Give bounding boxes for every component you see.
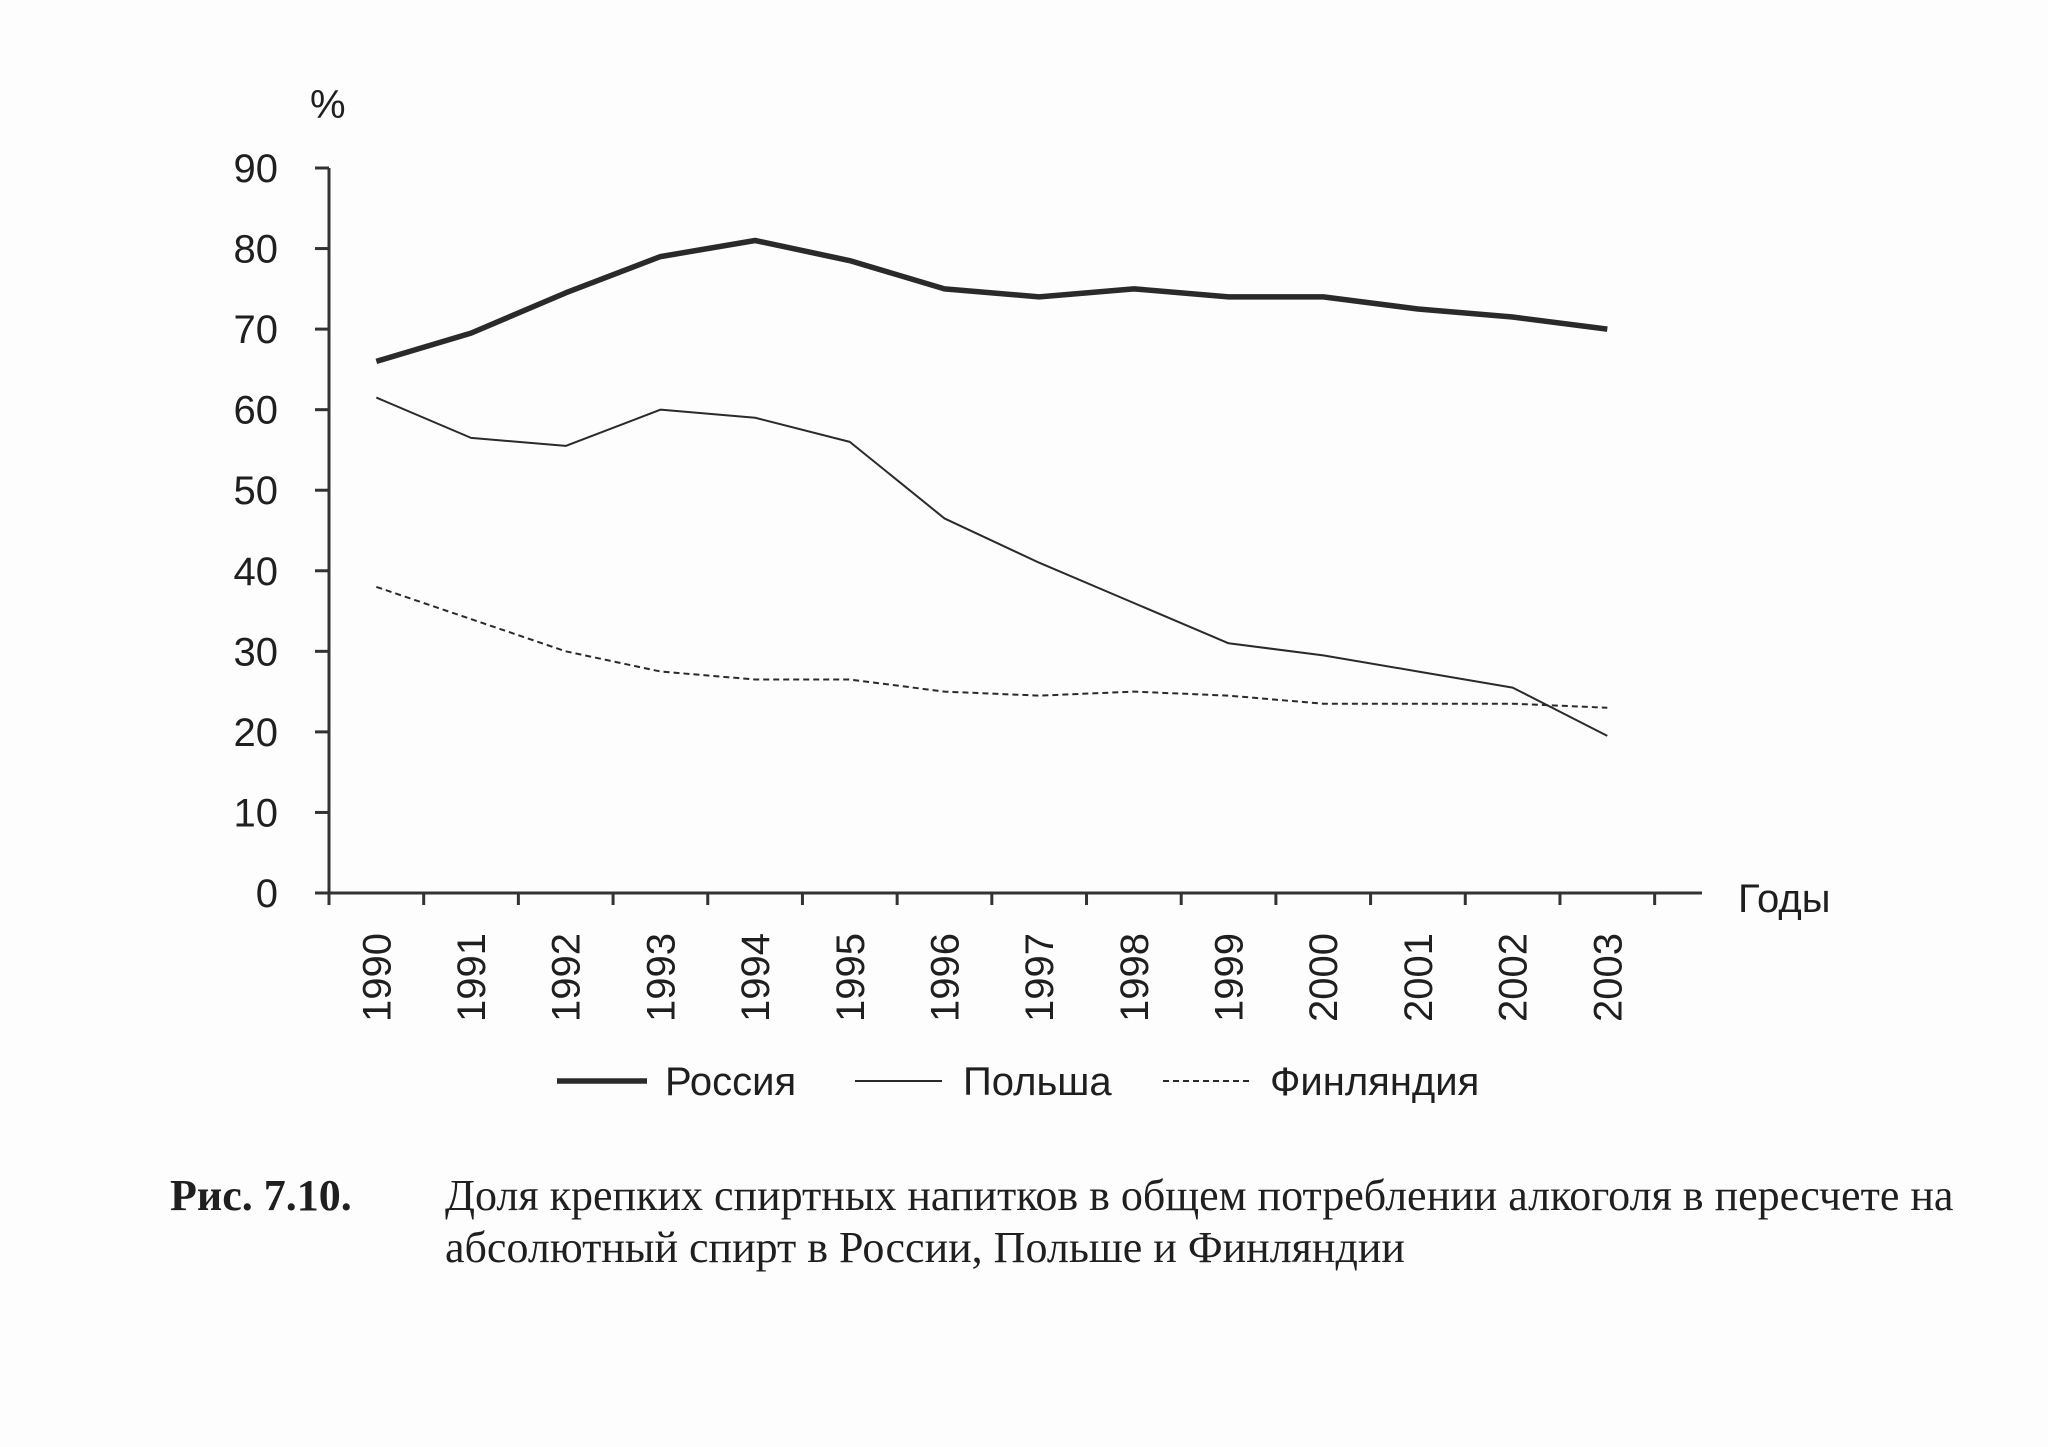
y-tick-label: 70 — [233, 308, 278, 353]
x-tick-label: 1997 — [1018, 933, 1063, 1022]
x-tick-label: 2000 — [1302, 933, 1347, 1022]
x-tick-label: 1992 — [544, 933, 589, 1022]
figure-caption — [170, 1170, 1970, 1274]
x-tick-label: 1991 — [450, 933, 495, 1022]
y-tick-label: 10 — [233, 791, 278, 836]
series-line — [376, 398, 1607, 736]
x-tick-label: 2002 — [1491, 933, 1536, 1022]
x-tick-label: 2003 — [1586, 933, 1631, 1022]
x-tick-label: 1994 — [734, 933, 779, 1022]
series-line — [376, 587, 1607, 708]
x-tick-label: 1995 — [828, 933, 873, 1022]
y-tick-label: 0 — [255, 872, 278, 916]
y-tick-label: 90 — [233, 147, 278, 191]
y-tick-label: 50 — [233, 469, 278, 514]
y-tick-label: 20 — [233, 710, 278, 755]
y-axis-ticks — [234, 147, 330, 916]
legend-label: Финляндия — [1270, 1060, 1480, 1104]
axes — [318, 168, 1702, 904]
y-tick-label: 80 — [233, 227, 278, 272]
x-tick-label: 1996 — [923, 933, 968, 1022]
x-tick-label: 2001 — [1396, 933, 1441, 1022]
legend — [557, 1060, 1479, 1104]
x-axis-ticks — [329, 893, 1655, 1022]
series-lines — [376, 241, 1607, 736]
x-tick-label: 1993 — [639, 933, 684, 1022]
x-tick-label: 1990 — [355, 933, 400, 1022]
x-axis-title: Годы — [1738, 877, 1831, 921]
legend-label: Россия — [665, 1060, 797, 1104]
y-tick-label: 30 — [233, 630, 278, 675]
y-tick-label: 40 — [233, 549, 278, 594]
caption-number: Рис. 7.10. — [170, 1171, 352, 1220]
y-axis-unit: % — [310, 83, 346, 127]
x-tick-label: 1998 — [1112, 933, 1157, 1022]
x-tick-label: 1999 — [1207, 933, 1252, 1022]
caption-text: Доля крепких спиртных напитков в общем потреблении алкоголя в пересчете на абсолютный спирт в России, Польше и Финляндии — [445, 1171, 1954, 1272]
series-line — [376, 241, 1607, 362]
y-tick-label: 60 — [233, 388, 278, 433]
legend-label: Польша — [963, 1060, 1112, 1104]
